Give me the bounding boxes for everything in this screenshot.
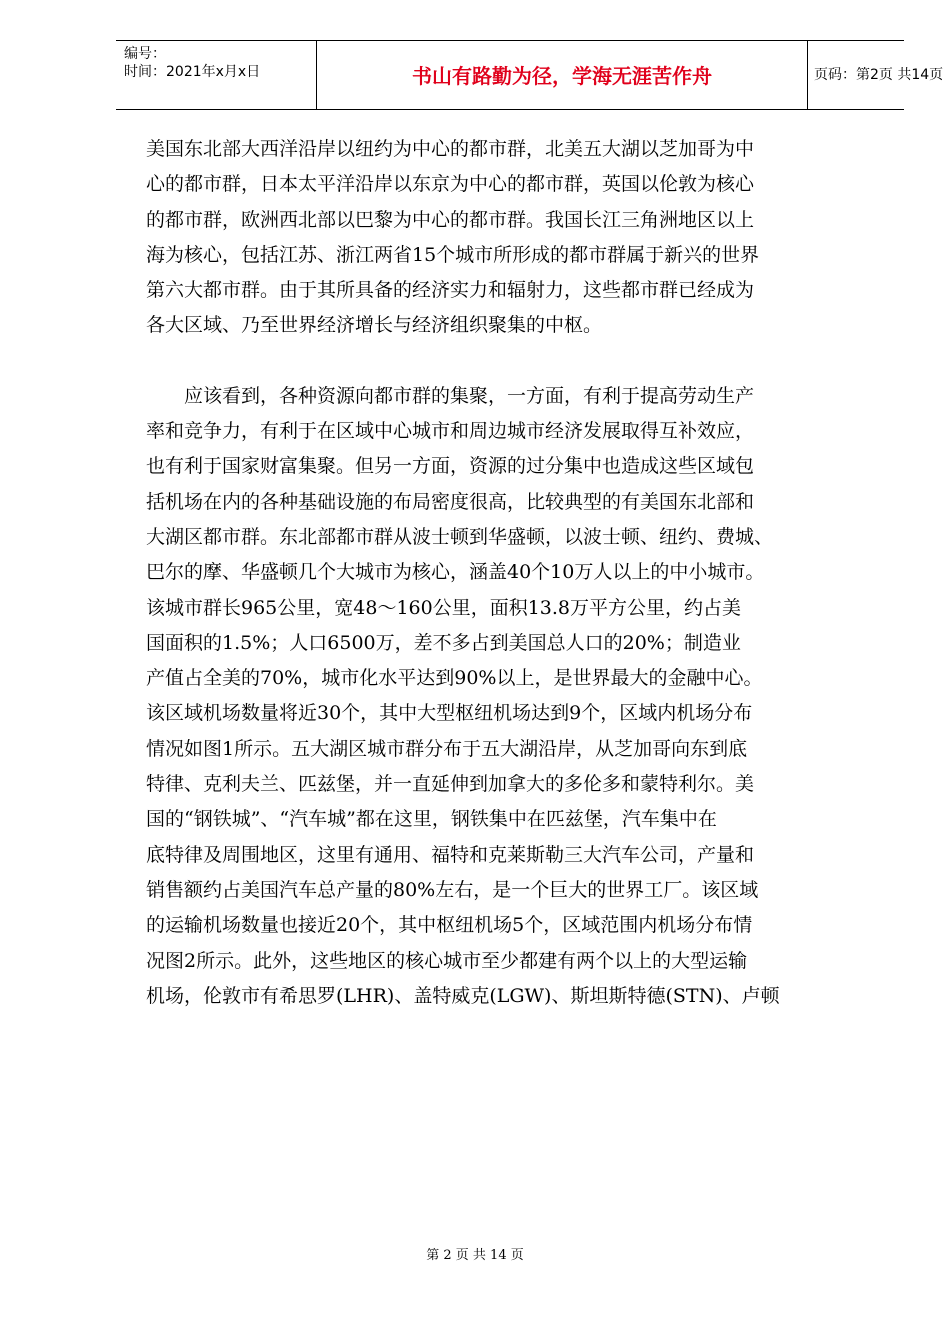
- header-page-cell: [806, 41, 944, 109]
- text-line: 第六大都市群。由于其所具备的经济实力和辐射力，这些都市群已经成为: [146, 279, 755, 302]
- text-line: 也有利于国家财富集聚。但另一方面，资源的过分集中也造成这些区域包: [146, 455, 755, 478]
- text-line: 产值占全美的70%，城市化水平达到90%以上，是世界最大的金融中心。: [146, 667, 763, 690]
- text-line: 机场，伦敦市有希思罗(LHR)、盖特威克(LGW)、斯坦斯特德(STN)、卢顿: [146, 984, 780, 1007]
- text-line: 的都市群，欧洲西北部以巴黎为中心的都市群。我国长江三角洲地区以上: [146, 208, 755, 231]
- text-line: 海为核心，包括江苏、浙江两省15个城市所形成的都市群属于新兴的世界: [146, 243, 760, 266]
- document-time-label: 时间：2021年x月x日: [124, 64, 261, 80]
- text-line: 率和竞争力，有利于在区域中心城市和周边城市经济发展取得互补效应，: [146, 420, 755, 443]
- text-line: 销售额约占美国汽车总产量的80%左右，是一个巨大的世界工厂。该区域: [146, 878, 759, 901]
- header-motto: 书山有路勤为径，学海无涯苦作舟: [412, 64, 712, 88]
- text-line: 美国东北部大西洋沿岸以纽约为中心的都市群，北美五大湖以芝加哥为中: [146, 138, 755, 160]
- page-footer: 第 2 页 共 14 页: [426, 1248, 524, 1263]
- header-page-number: 页码：第2页 共14页: [814, 67, 944, 83]
- text-line: 特律、克利夫兰、匹兹堡，并一直延伸到加拿大的多伦多和蒙特利尔。美: [146, 773, 755, 796]
- paragraph-2: [146, 379, 886, 1014]
- paragraph-1: [146, 132, 886, 344]
- text-line: 该区域机场数量将近30个，其中大型枢纽机场达到9个，区域内机场分布: [146, 702, 753, 725]
- document-body: [146, 132, 886, 1014]
- header-info-cell: [116, 41, 316, 109]
- text-line: 况图2所示。此外，这些地区的核心城市至少都建有两个以上的大型运输: [146, 949, 748, 972]
- text-line: 应该看到，各种资源向都市群的集聚，一方面，有利于提高劳动生产: [146, 384, 755, 407]
- text-line: 括机场在内的各种基础设施的布局密度很高，比较典型的有美国东北部和: [146, 490, 755, 513]
- text-line: 国的“钢铁城”、“汽车城”都在这里，钢铁集中在匹兹堡，汽车集中在: [146, 808, 717, 831]
- text-line: 底特律及周围地区，这里有通用、福特和克莱斯勒三大汽车公司，产量和: [146, 843, 755, 866]
- text-line: 的运输机场数量也接近20个，其中枢纽机场5个，区域范围内机场分布情: [146, 914, 753, 937]
- text-line: 各大区域、乃至世界经济增长与经济组织聚集的中枢。: [146, 314, 603, 337]
- text-line: 该城市群长965公里，宽48～160公里，面积13.8万平方公里，约占美: [146, 596, 742, 619]
- document-number-label: 编号：: [124, 46, 166, 62]
- text-line: 心的都市群，日本太平洋沿岸以东京为中心的都市群，英国以伦敦为核心: [146, 173, 755, 196]
- text-line: 情况如图1所示。五大湖区城市群分布于五大湖沿岸，从芝加哥向东到底: [146, 737, 748, 760]
- text-line: 大湖区都市群。东北部都市群从波士顿到华盛顿，以波士顿、纽约、费城、: [146, 525, 774, 548]
- text-line: 巴尔的摩、华盛顿几个大城市为核心，涵盖40个10万人以上的中小城市。: [146, 561, 765, 584]
- page-header: [116, 40, 944, 110]
- header-motto-cell: [316, 41, 808, 109]
- text-line: 国面积的1.5%；人口6500万，差不多占到美国总人口的20%；制造业: [146, 631, 741, 654]
